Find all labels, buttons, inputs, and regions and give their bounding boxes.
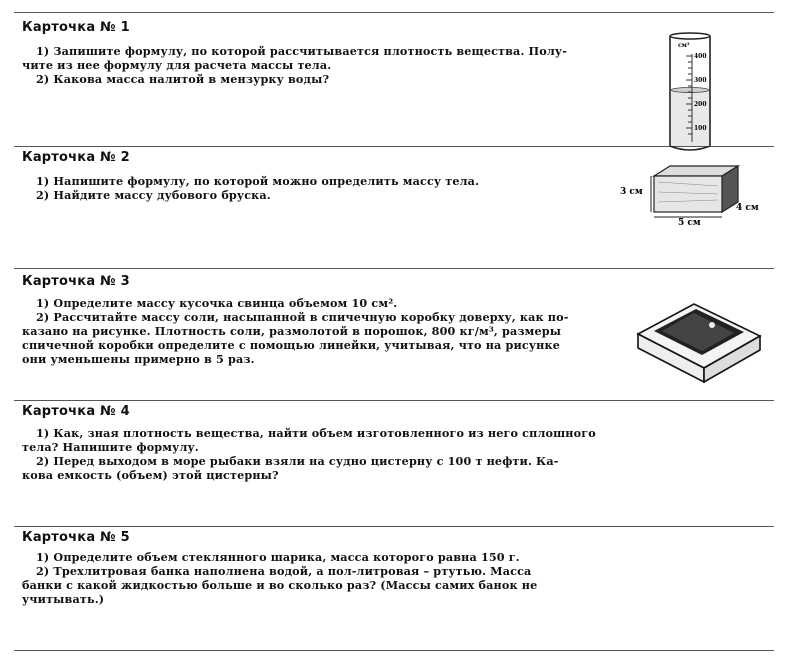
block-length-label: 5 см — [678, 218, 701, 226]
card-2 — [14, 146, 774, 268]
card-4 — [14, 400, 774, 526]
card-text-line: 2) Рассчитайте массу соли, насыпанной в спичечную коробку доверху, как по- — [36, 310, 569, 324]
card-text-line: 1) Запишите формулу, по которой рассчитывается плотность вещества. Полу- — [36, 44, 568, 58]
card-text-line: 2) Трехлитровая банка наполнена водой, а пол-литровая – ртутью. Масса — [36, 564, 532, 578]
cylinder-tick-label: 400 — [694, 53, 707, 60]
matchbox-figure — [634, 298, 764, 384]
card-title: Карточка № 5 — [22, 530, 130, 545]
card-text-line: 2) Перед выходом в море рыбаки взяли на судно цистерну с 100 т нефти. Ка- — [36, 454, 559, 468]
card-5 — [14, 526, 774, 650]
card-title: Карточка № 4 — [22, 404, 130, 419]
card-3 — [14, 268, 774, 400]
card-text-line: учитывать.) — [22, 592, 105, 606]
card-text-line: 1) Определите объем стеклянного шарика, масса которого равна 150 г. — [36, 550, 520, 564]
card-1 — [14, 14, 774, 146]
card-text-line: 1) Определите массу кусочка свинца объемом 10 см². — [36, 296, 398, 310]
card-text-line: спичечной коробки определите с помощью линейки, учитывая, что на рисунке — [22, 338, 561, 352]
card-text-line: кова емкость (объем) этой цистерны? — [22, 468, 279, 482]
card-text-line: они уменьшены примерно в 5 раз. — [22, 352, 255, 366]
cylinder-tick-label: 300 — [694, 77, 707, 84]
card-title: Карточка № 2 — [22, 150, 130, 165]
cylinder-unit-label: см³ — [678, 42, 690, 49]
card-text-line: 1) Напишите формулу, по которой можно определить массу тела. — [36, 174, 480, 188]
cylinder-tick-label: 200 — [694, 101, 707, 108]
card-text-line: чите из нее формулу для расчета массы тела. — [22, 58, 332, 72]
card-text-line: тела? Напишите формулу. — [22, 440, 199, 454]
card-text-line: 1) Как, зная плотность вещества, найти объем изготовленного из него сплошного — [36, 426, 596, 440]
card-text-line: банки с какой жидкостью больше и во сколько раз? (Массы самих банок не — [22, 578, 538, 592]
card-text-line: казано на рисунке. Плотность соли, размолотой в порошок, 800 кг/м³, размеры — [22, 324, 562, 338]
measuring-cylinder-figure — [662, 28, 722, 154]
card-text-line: 2) Найдите массу дубового бруска. — [36, 188, 271, 202]
bottom-rule — [14, 650, 774, 651]
card-title: Карточка № 1 — [22, 20, 130, 35]
cylinder-tick-label: 100 — [694, 125, 707, 132]
block-depth-label: 4 см — [736, 203, 759, 213]
top-rule — [14, 12, 774, 13]
card-text-line: 2) Какова масса налитой в мензурку воды? — [36, 72, 330, 86]
block-height-label: 3 см — [620, 187, 643, 197]
card-title: Карточка № 3 — [22, 274, 130, 289]
oak-block-figure — [618, 164, 768, 226]
